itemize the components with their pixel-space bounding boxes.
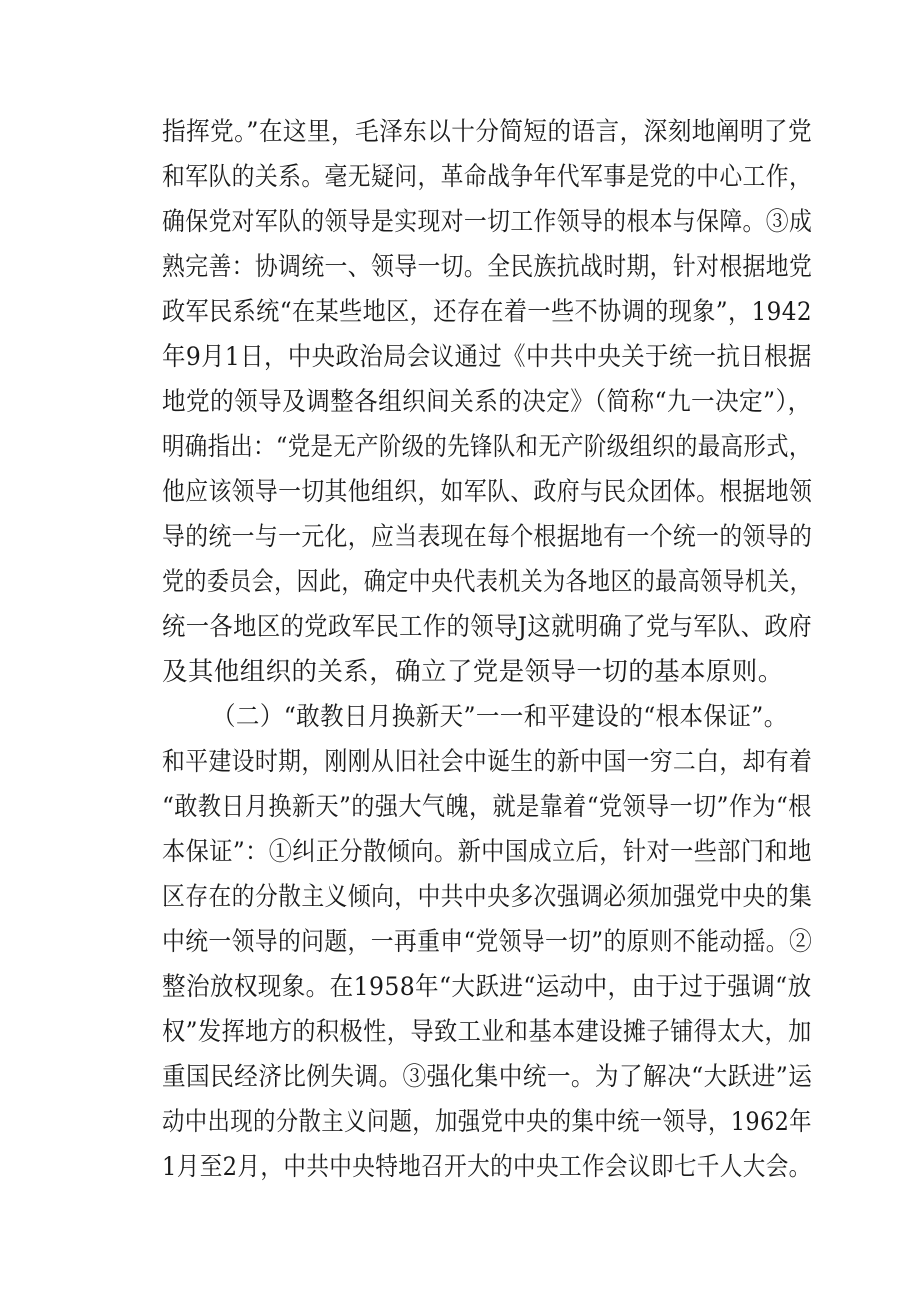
- text-line: 年9月1日，中央政治局会议通过《中共中央关于统一抗日根据: [162, 342, 812, 372]
- text-line: “敢教日月换新天”的强大气魄，就是靠着“党领导一切”作为“根: [162, 792, 812, 822]
- text-line: 导的统一与一元化，应当表现在每个根据地有一个统一的领导的: [162, 522, 813, 552]
- text-line: 政军民系统“在某些地区，还存在着一些不协调的现象”，1942: [162, 297, 812, 327]
- text-line: 确保党对军队的领导是实现对一切工作领导的根本与保障。③成: [162, 207, 813, 237]
- text-line: 和军队的关系。毫无疑问，革命战争年代军事是党的中心工作，: [162, 162, 813, 192]
- text-line: 及其他组织的关系，确立了党是领导一切的基本原则。: [162, 657, 784, 687]
- text-line: 和平建设时期，刚刚从旧社会中诞生的新中国一穷二白，却有着: [162, 747, 813, 777]
- text-line: 明确指出：“党是无产阶级的先锋队和无产阶级组织的最高形式，: [162, 432, 812, 462]
- section-heading: （二）“敢教日月换新天”一一和平建设的“根本保证”。: [212, 702, 788, 732]
- text-line: 1月至2月，中共中央特地召开大的中央工作会议即七千人大会。: [162, 1152, 812, 1182]
- text-line: 指挥党。”在这里，毛泽东以十分简短的语言，深刻地阐明了党: [162, 117, 813, 147]
- text-line: 统一各地区的党政军民工作的领导J这就明确了党与军队、政府: [162, 612, 812, 642]
- text-line: 中统一领导的问题，一再重申“党领导一切”的原则不能动摇。②: [162, 927, 813, 957]
- text-line: 地党的领导及调整各组织间关系的决定》（简称“九一决定”），: [162, 387, 812, 417]
- text-line: 动中出现的分散主义问题，加强党中央的集中统一领导，1962年: [162, 1107, 812, 1137]
- text-line: 本保证”：①纠正分散倾向。新中国成立后，针对一些部门和地: [162, 837, 812, 867]
- text-line: 他应该领导一切其他组织，如军队、政府与民众团体。根据地领: [162, 477, 813, 507]
- text-line: 权”发挥地方的积极性，导致工业和基本建设摊子铺得太大，加: [162, 1017, 812, 1047]
- text-line: 党的委员会，因此，确定中央代表机关为各地区的最高领导机关，: [162, 567, 813, 597]
- text-line: 整治放权现象。在1958年“大跃进“运动中，由于过于强调“放: [162, 972, 812, 1002]
- text-line: 重国民经济比例失调。③强化集中统一。为了解决“大跃进”运: [162, 1062, 813, 1092]
- text-line: 熟完善：协调统一、领导一切。全民族抗战时期，针对根据地党: [162, 252, 813, 282]
- text-line: 区存在的分散主义倾向，中共中央多次强调必须加强党中央的集: [162, 882, 813, 912]
